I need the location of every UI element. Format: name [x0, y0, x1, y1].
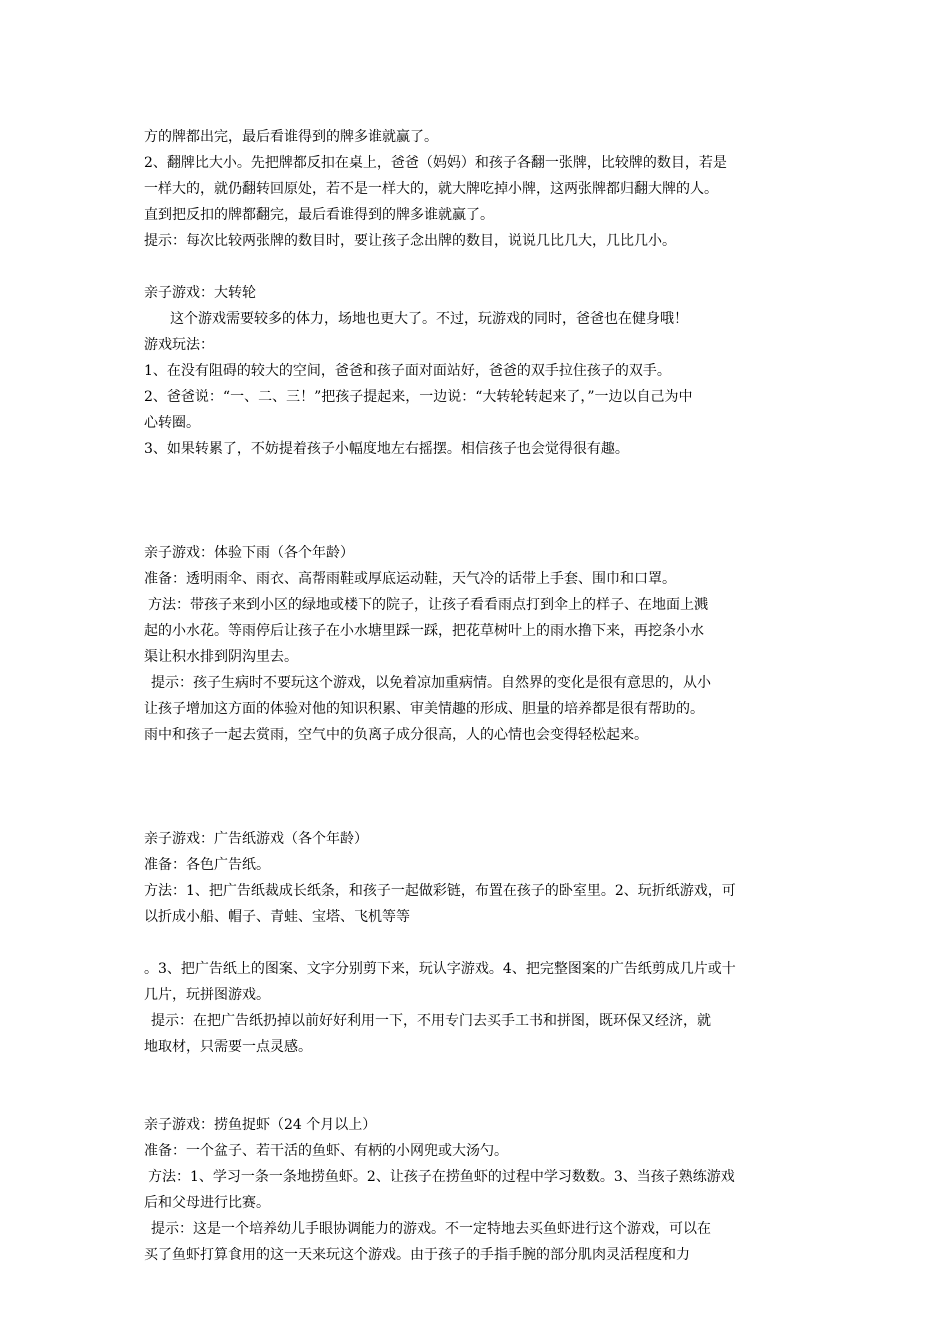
tip-line: 提示：这是一个培养幼儿手眼协调能力的游戏。不一定特地去买鱼虾进行这个游戏，可以在 — [151, 1221, 711, 1237]
tip-line: 提示：孩子生病时不要玩这个游戏，以免着凉加重病情。自然界的变化是很有意思的，从小 — [151, 675, 711, 691]
intro-line: 这个游戏需要较多的体力，场地也更大了。不过，玩游戏的同时，爸爸也在健身哦！ — [170, 311, 688, 327]
step-line: 心转圈。 — [144, 415, 200, 431]
section-title: 亲子游戏：大转轮 — [144, 285, 256, 301]
spacer — [144, 1086, 812, 1112]
section-rain — [144, 540, 812, 748]
tip-line: 买了鱼虾打算食用的这一天来玩这个游戏。由于孩子的手指手腕的部分肌肉灵活程度和力 — [144, 1247, 690, 1263]
spacer — [144, 1060, 812, 1086]
method-line: 。3、把广告纸上的图案、文字分别剪下来，玩认字游戏。4、把完整图案的广告纸剪成几片或十 — [144, 961, 736, 977]
rules-label: 游戏玩法： — [144, 337, 214, 353]
method-line: 以折成小船、帽子、青蛙、宝塔、飞机等等 — [144, 909, 410, 925]
prep-line: 准备：各色广告纸。 — [144, 857, 270, 873]
prep-line: 准备：透明雨伞、雨衣、高帮雨鞋或厚底运动鞋，天气冷的话带上手套、围巾和口罩。 — [144, 571, 676, 587]
method-line: 后和父母进行比赛。 — [144, 1195, 270, 1211]
step-line: 2、爸爸说：“一、二、三！”把孩子提起来，一边说：“大转轮转起来了，”一边以自己为中 — [144, 389, 693, 405]
prep-line: 准备：一个盆子、若干活的鱼虾、有柄的小网兜或大汤勺。 — [144, 1143, 508, 1159]
section-fish — [144, 1112, 812, 1268]
paragraph-line: 2、翻牌比大小。先把牌都反扣在桌上，爸爸（妈妈）和孩子各翻一张牌，比较牌的数目，若是 — [144, 155, 727, 171]
spacer — [144, 774, 812, 800]
method-line: 方法：带孩子来到小区的绿地或楼下的院子，让孩子看看雨点打到伞上的样子、在地面上溅 — [148, 597, 708, 613]
method-line: 几片，玩拼图游戏。 — [144, 987, 270, 1003]
step-line: 3、如果转累了，不妨提着孩子小幅度地左右摇摆。相信孩子也会觉得很有趣。 — [144, 441, 629, 457]
tip-line: 地取材，只需要一点灵感。 — [144, 1039, 312, 1055]
method-line: 起的小水花。等雨停后让孩子在小水塘里踩一踩，把花草树叶上的雨水撸下来，再挖条小水 — [144, 623, 704, 639]
paragraph-line: 一样大的，就仍翻转回原处，若不是一样大的，就大牌吃掉小牌，这两张牌都归翻大牌的人。 — [144, 181, 718, 197]
spacer — [144, 514, 812, 540]
paragraph-line: 直到把反扣的牌都翻完，最后看谁得到的牌多谁就赢了。 — [144, 207, 494, 223]
section-title: 亲子游戏：体验下雨（各个年龄） — [144, 545, 354, 561]
spacer — [144, 462, 812, 488]
step-line: 1、在没有阻碍的较大的空间，爸爸和孩子面对面站好，爸爸的双手拉住孩子的双手。 — [144, 363, 671, 379]
section-ad-paper — [144, 826, 812, 1060]
spacer — [144, 930, 812, 956]
method-line: 渠让积水排到阴沟里去。 — [144, 649, 298, 665]
paragraph-line: 方的牌都出完，最后看谁得到的牌多谁就赢了。 — [144, 129, 438, 145]
section-card-game-tail — [144, 124, 812, 254]
spacer — [144, 800, 812, 826]
section-big-wheel — [144, 280, 812, 462]
method-line: 方法：1、学习一条一条地捞鱼虾。2、让孩子在捞鱼虾的过程中学习数数。3、当孩子熟练游戏 — [148, 1169, 735, 1185]
method-line: 方法：1、把广告纸裁成长纸条，和孩子一起做彩链，布置在孩子的卧室里。2、玩折纸游戏，可 — [144, 883, 736, 899]
tip-line: 提示：每次比较两张牌的数目时，要让孩子念出牌的数目，说说几比几大，几比几小。 — [144, 233, 676, 249]
document-page — [144, 124, 812, 1268]
tip-line: 让孩子增加这方面的体验对他的知识积累、审美情趣的形成、胆量的培养都是很有帮助的。 — [144, 701, 704, 717]
section-title: 亲子游戏：捞鱼捉虾（24 个月以上） — [144, 1117, 377, 1133]
spacer — [144, 748, 812, 774]
tip-line: 提示：在把广告纸扔掉以前好好利用一下，不用专门去买手工书和拼图，既环保又经济，就 — [151, 1013, 711, 1029]
section-title: 亲子游戏：广告纸游戏（各个年龄） — [144, 831, 368, 847]
spacer — [144, 254, 812, 280]
spacer — [144, 488, 812, 514]
tip-line: 雨中和孩子一起去赏雨，空气中的负离子成分很高，人的心情也会变得轻松起来。 — [144, 727, 648, 743]
